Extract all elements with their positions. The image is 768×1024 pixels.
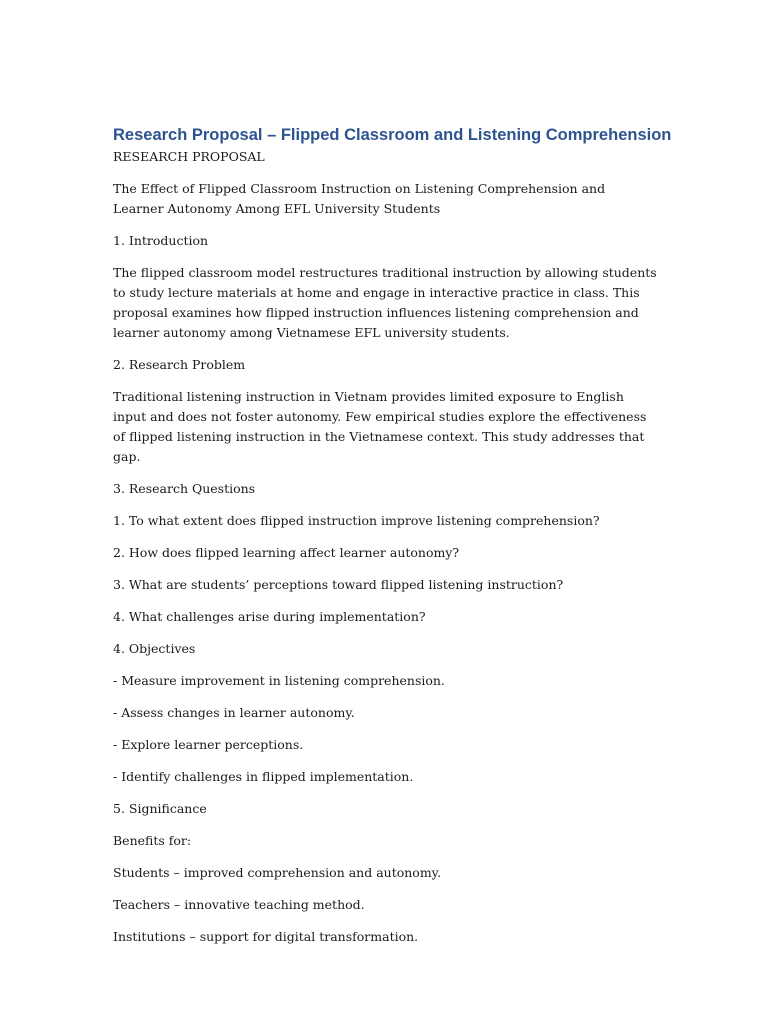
- research-problem-body: Traditional listening instruction in Vietnam provides limited exposure to English input and does not foster autonomy. Few empirical studies explore the effectiveness of flipped listening instruction in the Vietnamese context. This study addresses that gap.: [113, 389, 647, 464]
- significance-item: Teachers – innovative teaching method.: [113, 897, 365, 912]
- research-question-item: 4. What challenges arise during implementation?: [113, 609, 426, 624]
- research-question-item: 3. What are students’ perceptions toward flipped listening instruction?: [113, 577, 564, 592]
- objectives-heading: 4. Objectives: [113, 641, 196, 656]
- objective-item: - Identify challenges in flipped implementation.: [113, 769, 414, 784]
- study-title: The Effect of Flipped Classroom Instruction on Listening Comprehension and Learner Autonomy Among EFL University Students: [113, 181, 606, 216]
- research-problem-heading: 2. Research Problem: [113, 357, 246, 372]
- document-title: Research Proposal – Flipped Classroom and Listening Comprehension: [113, 126, 672, 144]
- research-question-item: 2. How does flipped learning affect learner autonomy?: [113, 545, 460, 560]
- introduction-heading: 1. Introduction: [113, 233, 209, 248]
- document-subtitle: RESEARCH PROPOSAL: [113, 149, 265, 164]
- objective-item: - Explore learner perceptions.: [113, 737, 304, 752]
- significance-heading: 5. Significance: [113, 801, 207, 816]
- objective-item: - Measure improvement in listening comprehension.: [113, 673, 445, 688]
- significance-item: Institutions – support for digital transformation.: [113, 929, 419, 944]
- introduction-body: The flipped classroom model restructures traditional instruction by allowing students to study lecture materials at home and engage in interactive practice in class. This proposal examines how flipped instruction influences listening comprehension and learner autonomy among Vietnamese EFL university students.: [113, 265, 657, 340]
- significance-intro: Benefits for:: [113, 833, 192, 848]
- objective-item: - Assess changes in learner autonomy.: [113, 705, 355, 720]
- significance-item: Students – improved comprehension and autonomy.: [113, 865, 442, 880]
- research-question-item: 1. To what extent does flipped instruction improve listening comprehension?: [113, 513, 600, 528]
- research-questions-heading: 3. Research Questions: [113, 481, 256, 496]
- document-page: [113, 124, 672, 959]
